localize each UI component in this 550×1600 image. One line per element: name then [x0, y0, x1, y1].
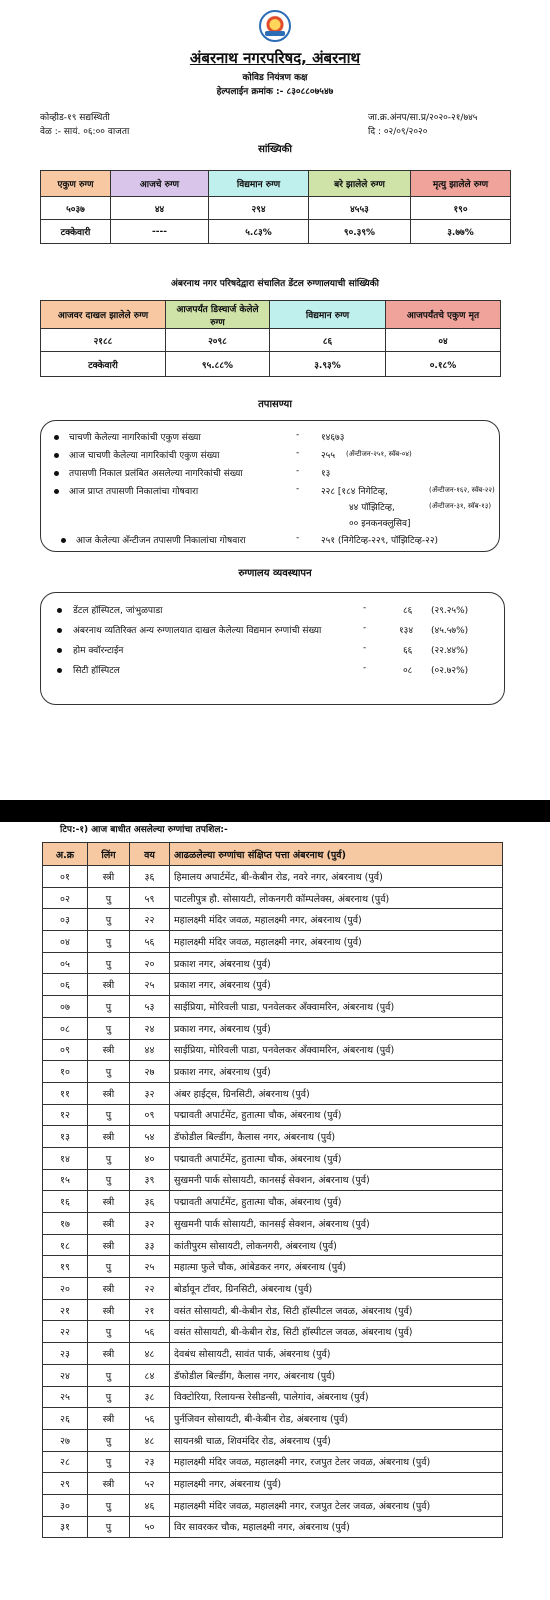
report-date: दि : ०२/०९/२०२०	[368, 127, 428, 137]
row-address: सुखमनी पार्क सोसायटी, कानसई सेक्शन, अंबरनाथ (पुर्व)	[170, 1213, 503, 1235]
row-gender: स्त्री	[88, 1191, 130, 1213]
dental-value: २१८८	[41, 329, 166, 352]
hospital-value: ८६	[403, 606, 413, 616]
row-age: ५३	[130, 996, 170, 1018]
testing-value: २२८ [१८४ निगेटिव्ह,	[321, 487, 388, 497]
stats-percent: ३.७७%	[411, 220, 511, 244]
dental-header-row	[41, 301, 501, 329]
testing-section-title: तपासण्या	[258, 399, 292, 410]
dental-header: आजपर्यंत डिस्चार्ज केलेले रुग्ण	[166, 301, 270, 329]
row-gender: स्त्री	[88, 1213, 130, 1235]
stats-value: ४५५३	[309, 197, 411, 220]
row-gender: पु	[88, 1169, 130, 1191]
row-address: पाटलीपुत्र हौ. सोसायटी, लोकनगरी कॉम्पलेक्स, अंबरनाथ (पुर्व)	[170, 887, 503, 909]
row-address: प्रकाश नगर, अंबरनाथ (पुर्व)	[170, 1017, 503, 1039]
row-gender: स्त्री	[88, 1408, 130, 1430]
row-serial: १६	[43, 1191, 88, 1213]
row-age: ३२	[130, 1213, 170, 1235]
row-address: महात्मा फुले चौक, आंबेडकर नगर, अंबरनाथ (पुर्व)	[170, 1256, 503, 1278]
row-serial: २६	[43, 1408, 88, 1430]
helpline-number: हेल्पलाईन क्रमांक :- ८३०८८०७५४७	[216, 87, 334, 97]
row-address: वसंत सोसायटी, बी-केबीन रोड, सिटी हॉस्पीटल जवळ, अंबरनाथ (पुर्व)	[170, 1299, 503, 1321]
stats-header-row	[41, 171, 511, 197]
row-age: ४८	[130, 1429, 170, 1451]
row-serial: २८	[43, 1451, 88, 1473]
hospital-label: सिटी हॉस्पिटल	[73, 666, 120, 676]
row-age: ५०	[130, 1516, 170, 1538]
row-age: २३	[130, 1451, 170, 1473]
stats-percent: ९०.३९%	[309, 220, 411, 244]
row-serial: ०६	[43, 974, 88, 996]
row-serial: २३	[43, 1343, 88, 1365]
row-address: प्रकाश नगर, अंबरनाथ (पुर्व)	[170, 952, 503, 974]
testing-label: आज चाचणी केलेल्या नागरिकांची एकुण संख्या	[69, 451, 220, 461]
hospital-box	[40, 592, 505, 705]
testing-value: १४६७३	[321, 433, 345, 443]
stats-value: ४४	[111, 197, 209, 220]
row-address: महालक्ष्मी मंदिर जवळ, महालक्ष्मी नगर, रजपुत टेलर जवळ, अंबरनाथ (पुर्व)	[170, 1494, 503, 1516]
dash: -	[296, 466, 300, 476]
bullet-icon	[57, 668, 62, 673]
table-row	[43, 887, 503, 909]
testing-box	[40, 420, 500, 552]
table-row	[43, 952, 503, 974]
row-gender: स्त्री	[88, 1082, 130, 1104]
table-row	[43, 866, 503, 888]
stats-table	[40, 170, 511, 244]
table-row	[43, 931, 503, 953]
row-serial: ०८	[43, 1017, 88, 1039]
stats-header: एकुण रुग्ण	[41, 171, 111, 197]
dental-value-row	[41, 329, 501, 352]
testing-note: (अँन्टीजन-२५१, स्वॅब-०४)	[346, 450, 412, 458]
dental-value: ८६	[270, 329, 386, 352]
row-serial: २२	[43, 1321, 88, 1343]
row-age: २०	[130, 952, 170, 974]
hospital-value: १३४	[399, 626, 414, 636]
row-address: सायनश्री चाळ, शिवमंदिर रोड, अंबरनाथ (पुर्व)	[170, 1429, 503, 1451]
row-gender: पु	[88, 887, 130, 909]
row-serial: ३०	[43, 1494, 88, 1516]
row-age: ४६	[130, 1494, 170, 1516]
dental-percent-row	[41, 352, 501, 377]
row-serial: १९	[43, 1256, 88, 1278]
stats-value: २९४	[209, 197, 309, 220]
row-serial: ०१	[43, 866, 88, 888]
row-address: सुखमनी पार्क सोसायटी, कानसई सेक्शन, अंबरनाथ (पुर्व)	[170, 1169, 503, 1191]
row-serial: १४	[43, 1147, 88, 1169]
hospital-label: होम क्वॉरन्टाईन	[73, 646, 124, 656]
patients-header-row	[43, 843, 503, 866]
row-serial: २५	[43, 1386, 88, 1408]
row-serial: ०२	[43, 887, 88, 909]
dash: -	[296, 533, 300, 543]
patients-header: आढळलेल्या रुग्णांचा संक्षिप्त पत्ता अंबरनाथ (पुर्व)	[170, 843, 503, 866]
row-address: कांतीपुरम सोसायटी, लोकनगरी, अंबरनाथ (पुर्व)	[170, 1234, 503, 1256]
row-address: पद्मावती अपार्टमेंट, हुतात्मा चौक, अंबरनाथ (पुर्व)	[170, 1104, 503, 1126]
row-gender: स्त्री	[88, 1299, 130, 1321]
dental-header: आजपर्यंतचे एकुण मृत	[386, 301, 501, 329]
row-age: ०९	[130, 1104, 170, 1126]
row-serial: २१	[43, 1299, 88, 1321]
row-age: २५	[130, 1256, 170, 1278]
row-serial: २७	[43, 1429, 88, 1451]
testing-value: २५५	[321, 451, 336, 461]
row-address: विक्टोरिया, रिलायन्स रेसीडन्सी, पालेगांव, अंबरनाथ (पुर्व)	[170, 1386, 503, 1408]
row-serial: ३१	[43, 1516, 88, 1538]
bullet-icon	[57, 628, 62, 633]
testing-value-cont: ४४ पॉझिटिव्ह,	[349, 503, 395, 513]
row-gender: पु	[88, 952, 130, 974]
dash: -	[296, 484, 300, 494]
table-row	[43, 1017, 503, 1039]
table-row	[43, 974, 503, 996]
row-age: २१	[130, 1299, 170, 1321]
row-age: ३३	[130, 1234, 170, 1256]
row-age: ४८	[130, 1343, 170, 1365]
patients-header: वय	[130, 843, 170, 866]
row-age: ४०	[130, 1147, 170, 1169]
stats-header: विद्यमान रुग्ण	[209, 171, 309, 197]
row-gender: पु	[88, 1494, 130, 1516]
table-row	[43, 1104, 503, 1126]
row-address: साईप्रिया, मोरिवली पाडा, पनवेलकर अँक्वामरिन, अंबरनाथ (पुर्व)	[170, 1039, 503, 1061]
row-gender: स्त्री	[88, 974, 130, 996]
row-age: २२	[130, 909, 170, 931]
row-age: ५६	[130, 931, 170, 953]
row-age: ५६	[130, 1321, 170, 1343]
testing-label: तपासणी निकाल प्रलंबित असलेल्या नागरिकांची संख्या	[69, 469, 243, 479]
row-serial: ०४	[43, 931, 88, 953]
reference-number: जा.क्र.अंनप/सा.प्र/२०२०-२१/७४५	[368, 113, 478, 123]
row-serial: १३	[43, 1126, 88, 1148]
stats-header: आजचे रुग्ण	[111, 171, 209, 197]
row-serial: ०९	[43, 1039, 88, 1061]
dental-percent: ३.९३%	[270, 352, 386, 377]
row-address: विर सावरकर चौक, महालक्ष्मी नगर, अंबरनाथ (पुर्व)	[170, 1516, 503, 1538]
row-gender: पु	[88, 1451, 130, 1473]
bullet-icon	[54, 435, 59, 440]
row-address: वसंत सोसायटी, बी-केबीन रोड, सिटी हॉस्पीटल जवळ, अंबरनाथ (पुर्व)	[170, 1321, 503, 1343]
row-address: देवबंध सोसायटी, सावंत पार्क, अंबरनाथ (पुर्व)	[170, 1343, 503, 1365]
table-row	[43, 1278, 503, 1300]
dental-percent-label: टक्केवारी	[41, 352, 166, 377]
dental-section-title: अंबरनाथ नगर परिषदेद्वारा संचालित डेंटल रुग्णालयाची सांख्यिकी	[170, 279, 379, 289]
row-age: ५४	[130, 1126, 170, 1148]
row-gender: पु	[88, 1061, 130, 1083]
row-serial: ०३	[43, 909, 88, 931]
row-address: हिमालय अपार्टमेंट, बी-केबीन रोड, नवरे नगर, अंबरनाथ (पुर्व)	[170, 866, 503, 888]
council-title: अंबरनाथ नगरपरिषद, अंबरनाथ	[189, 49, 361, 67]
testing-label: आज प्राप्त तपासणी निकालांचा गोषवारा	[69, 487, 199, 497]
table-row	[43, 1364, 503, 1386]
dash: -	[363, 603, 367, 613]
stats-percent-row	[41, 220, 511, 244]
row-gender: स्त्री	[88, 1343, 130, 1365]
table-row	[43, 1451, 503, 1473]
hospital-section-title: रुग्णालय व्यवस्थापन	[238, 568, 312, 579]
bullet-icon	[54, 453, 59, 458]
hospital-percent: (२९.२५%)	[431, 606, 469, 616]
hospital-value: ०८	[403, 666, 413, 676]
bullet-icon	[57, 608, 62, 613]
row-serial: ११	[43, 1082, 88, 1104]
row-gender: पु	[88, 1386, 130, 1408]
row-address: महालक्ष्मी मंदिर जवळ, महालक्ष्मी नगर, रजपुत टेलर जवळ, अंबरनाथ (पुर्व)	[170, 1451, 503, 1473]
stats-header: बरे झालेले रुग्ण	[309, 171, 411, 197]
row-serial: १२	[43, 1104, 88, 1126]
hospital-label: अंबरनाथ व्यतिरिक्त अन्य रुग्णालयात दाखल केलेल्या विद्यमान रुग्णांची संख्या	[73, 626, 322, 636]
row-age: २४	[130, 1017, 170, 1039]
table-row	[43, 1516, 503, 1538]
dental-value: २०९८	[166, 329, 270, 352]
row-serial: १५	[43, 1169, 88, 1191]
stats-value: ५०३७	[41, 197, 111, 220]
row-age: २२	[130, 1278, 170, 1300]
row-gender: पु	[88, 1516, 130, 1538]
row-gender: पु	[88, 996, 130, 1018]
hospital-percent: (४५.५७%)	[431, 626, 469, 636]
row-gender: पु	[88, 1429, 130, 1451]
row-serial: २०	[43, 1278, 88, 1300]
dash: -	[363, 643, 367, 653]
hospital-percent: (२२.४४%)	[431, 646, 469, 656]
row-gender: पु	[88, 1104, 130, 1126]
table-row	[43, 1126, 503, 1148]
row-age: ५२	[130, 1473, 170, 1495]
row-serial: २९	[43, 1473, 88, 1495]
patients-note: टिप:-१) आज बाधीत असलेल्या रुग्णांचा तपशिल:-	[60, 825, 228, 835]
row-address: महालक्ष्मी मंदिर जवळ, महालक्ष्मी नगर, अंबरनाथ (पुर्व)	[170, 909, 503, 931]
table-row	[43, 1321, 503, 1343]
row-serial: ०७	[43, 996, 88, 1018]
row-address: डॅफोडील बिल्डींग, कैलास नगर, अंबरनाथ (पुर्व)	[170, 1126, 503, 1148]
patients-table-body	[43, 866, 503, 1538]
row-address: प्रकाश नगर, अंबरनाथ (पुर्व)	[170, 974, 503, 996]
dental-header: विद्यमान रुग्ण	[270, 301, 386, 329]
stats-percent: ५.८३%	[209, 220, 309, 244]
row-gender: पु	[88, 1256, 130, 1278]
row-serial: ०५	[43, 952, 88, 974]
table-row	[43, 996, 503, 1018]
row-age: ४४	[130, 1039, 170, 1061]
row-gender: पु	[88, 1147, 130, 1169]
row-gender: पु	[88, 909, 130, 931]
status-label: कोव्हीड-१९ सद्यस्थिती	[40, 113, 110, 123]
row-gender: स्त्री	[88, 1278, 130, 1300]
row-gender: स्त्री	[88, 1126, 130, 1148]
dental-percent: ०.१८%	[386, 352, 501, 377]
table-row	[43, 1429, 503, 1451]
table-row	[43, 1343, 503, 1365]
row-address: साईप्रिया, मोरिवली पाडा, पनवेलकर अँक्वामरिन, अंबरनाथ (पुर्व)	[170, 996, 503, 1018]
dash: -	[363, 663, 367, 673]
row-gender: पु	[88, 931, 130, 953]
row-address: पुर्नजिवन सोसायटी, बी-केबीन रोड, अंबरनाथ (पुर्व)	[170, 1408, 503, 1430]
row-gender: पु	[88, 1364, 130, 1386]
row-address: महालक्ष्मी मंदिर जवळ, महालक्ष्मी नगर, अंबरनाथ (पुर्व)	[170, 931, 503, 953]
table-row	[43, 1191, 503, 1213]
row-address: डॅफोडील बिल्डींग, कैलास नगर, अंबरनाथ (पुर्व)	[170, 1364, 503, 1386]
dash: -	[363, 623, 367, 633]
row-address: बोर्डावून टॉवर, ग्रिनसिटी, अंबरनाथ (पुर्व)	[170, 1278, 503, 1300]
time-label: वेळ :- सायं. ०६:०० वाजता	[40, 127, 130, 137]
testing-note: (अँन्टीजन-१६२, स्वॅब-२२)	[429, 486, 495, 494]
municipal-emblem-icon	[259, 10, 291, 42]
row-gender: स्त्री	[88, 866, 130, 888]
testing-label: आज केलेल्या अँन्टीजन तपासणी निकालांचा गोषवारा	[76, 536, 246, 546]
table-row	[43, 1061, 503, 1083]
testing-value: १३	[321, 469, 331, 479]
table-row	[43, 909, 503, 931]
table-row	[43, 1386, 503, 1408]
table-row	[43, 1256, 503, 1278]
row-serial: १८	[43, 1234, 88, 1256]
table-row	[43, 1169, 503, 1191]
dash: -	[296, 448, 300, 458]
row-gender: स्त्री	[88, 1234, 130, 1256]
testing-note: (अँन्टीजन-३१, स्वॅब-१३)	[429, 502, 492, 510]
row-serial: १०	[43, 1061, 88, 1083]
row-age: २५	[130, 974, 170, 996]
row-address: पद्मावती अपार्टमेंट, हुतात्मा चौक, अंबरनाथ (पुर्व)	[170, 1191, 503, 1213]
row-address: पद्मावती अपार्टमेंट, हुतात्मा चौक, अंबरनाथ (पुर्व)	[170, 1147, 503, 1169]
hospital-value: ६६	[403, 646, 413, 656]
row-address: प्रकाश नगर, अंबरनाथ (पुर्व)	[170, 1061, 503, 1083]
row-gender: पु	[88, 1321, 130, 1343]
stats-section-title: सांख्यिकी	[258, 144, 292, 155]
testing-value-cont: ०० इनकनक्लुसिव]	[349, 519, 411, 529]
table-row	[43, 1147, 503, 1169]
row-gender: पु	[88, 1017, 130, 1039]
row-gender: स्त्री	[88, 1039, 130, 1061]
row-age: ३९	[130, 1169, 170, 1191]
bullet-icon	[57, 648, 62, 653]
page-separator	[0, 800, 550, 822]
row-age: ३८	[130, 1386, 170, 1408]
row-age: ८४	[130, 1364, 170, 1386]
row-gender: स्त्री	[88, 1473, 130, 1495]
hospital-percent: (०२.७२%)	[431, 666, 469, 676]
dental-header: आजवर दाखल झालेले रुग्ण	[41, 301, 166, 329]
dental-percent: ९५.८८%	[166, 352, 270, 377]
row-address: अंबर हाईट्स, ग्रिनसिटी, अंबरनाथ (पुर्व)	[170, 1082, 503, 1104]
hospital-label: डेंटल हॉस्पिटल, जांभुळपाडा	[73, 606, 163, 616]
patients-header: अ.क्र	[43, 843, 88, 866]
row-age: २७	[130, 1061, 170, 1083]
table-row	[43, 1234, 503, 1256]
dental-table	[40, 300, 501, 377]
row-age: ३२	[130, 1082, 170, 1104]
table-row	[43, 1299, 503, 1321]
bullet-icon	[61, 538, 66, 543]
row-address: महालक्ष्मी नगर, अंबरनाथ (पुर्व)	[170, 1473, 503, 1495]
bullet-icon	[54, 489, 59, 494]
stats-value-row	[41, 197, 511, 220]
testing-value: २५१ (निगेटिव्ह-२२९, पॉझिटिव्ह-२२)	[321, 536, 439, 546]
dental-value: ०४	[386, 329, 501, 352]
row-serial: २४	[43, 1364, 88, 1386]
patients-table	[42, 842, 503, 1538]
stats-value: १९०	[411, 197, 511, 220]
table-row	[43, 1494, 503, 1516]
row-age: ५६	[130, 1408, 170, 1430]
table-row	[43, 1082, 503, 1104]
testing-label: चाचणी केलेल्या नागरिकांची एकुण संख्या	[69, 433, 201, 443]
dash: -	[296, 430, 300, 440]
row-age: ५९	[130, 887, 170, 909]
stats-header: मृत्यु झालेले रुग्ण	[411, 171, 511, 197]
bullet-icon	[54, 471, 59, 476]
stats-percent: ----	[111, 220, 209, 244]
row-age: ३६	[130, 1191, 170, 1213]
row-age: ३६	[130, 866, 170, 888]
report-page-2	[0, 822, 550, 1600]
table-row	[43, 1408, 503, 1430]
table-row	[43, 1213, 503, 1235]
stats-percent-label: टक्केवारी	[41, 220, 111, 244]
control-room-subtitle: कोविड नियंत्रण कक्ष	[242, 73, 308, 83]
table-row	[43, 1473, 503, 1495]
row-serial: १७	[43, 1213, 88, 1235]
table-row	[43, 1039, 503, 1061]
patients-header: लिंग	[88, 843, 130, 866]
